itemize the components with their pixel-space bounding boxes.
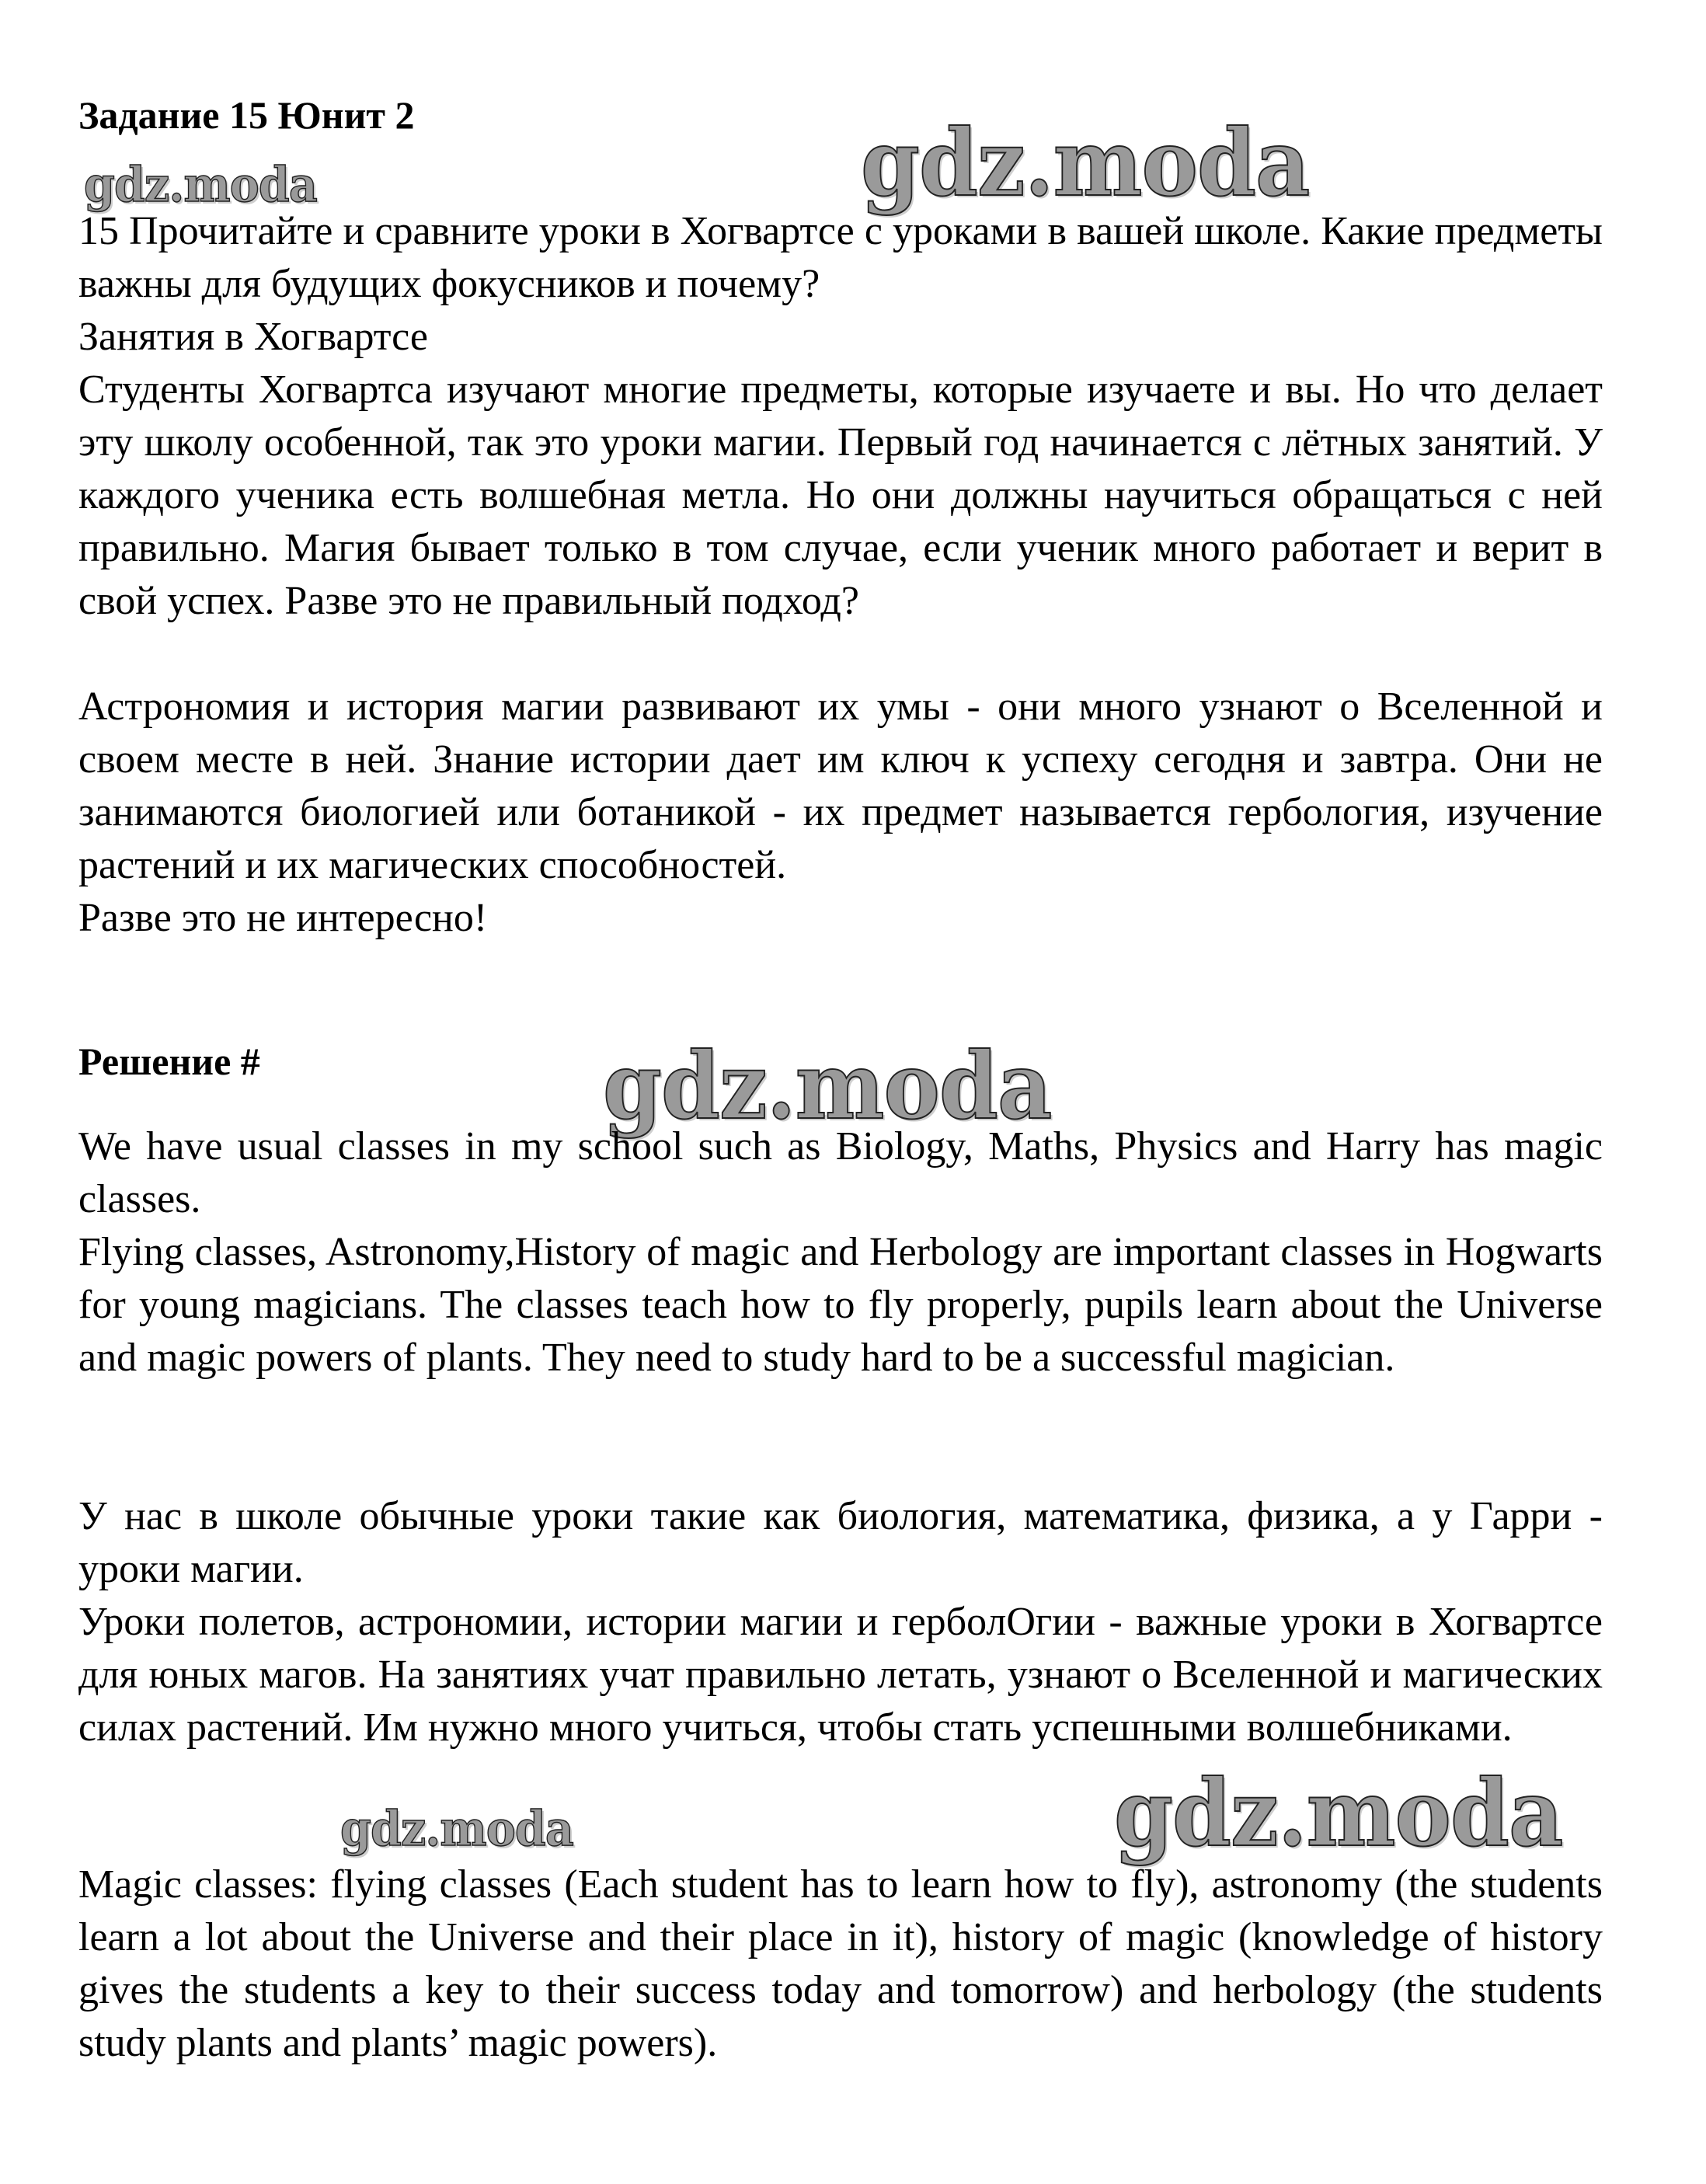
solution-paragraph: Magic classes: flying classes (Each student has to learn how to fly), astronomy (the students learn a lot about the Universe and their place in it), history of magic (knowledge of history gives the students a key to their success today and tomorrow) and herbology (the students study plants and plants’ magic powers). <box>78 1862 1603 2065</box>
text-paragraph: Студенты Хогвартса изучают многие предметы, которые изучаете и вы. Но что делает эту школу особенной, так это уроки магии. Первый год начинается с лётных занятий. У каждого ученика есть волшебная метла. Но они должны научиться обращаться с ней правильно. Магия бывает только в том случае, если ученик много работает и верит в свой успех. Разве это не правильный подход? <box>78 367 1603 623</box>
task-question: 15 Прочитайте и сравните уроки в Хогвартсе с уроками в вашей школе. Какие предметы важны для будущих фокусников и почему? <box>78 209 1603 306</box>
watermark-logo: gdz.moda <box>861 109 1310 217</box>
solution-paragraph: У нас в школе обычные уроки такие как биология, математика, физика, а у Гарри - уроки магии. <box>78 1494 1603 1591</box>
solution-paragraph: We have usual classes in my school such as Biology, Maths, Physics and Harry has magic classes. <box>78 1124 1603 1221</box>
watermark-logo: gdz.moda <box>1114 1759 1563 1867</box>
task-heading: Задание 15 Юнит 2 <box>78 93 415 137</box>
solution-paragraph: Flying classes, Astronomy,History of magic and Herbology are important classes in Hogwarts for young magicians. The classes teach how to fly properly, pupils learn about the Universe and magic powers of plants. They need to study hard to be a successful magician. <box>78 1230 1603 1380</box>
text-title: Занятия в Хогвартсе <box>78 315 428 359</box>
watermark-logo: gdz.moda <box>340 1800 573 1857</box>
text-paragraph: Разве это не интересно! <box>78 896 488 940</box>
solution-heading: Решение # <box>78 1040 260 1083</box>
watermark-logo: gdz.moda <box>603 1032 1052 1140</box>
watermark-logo: gdz.moda <box>84 156 317 213</box>
solution-paragraph: Уроки полетов, астрономии, истории магии и герболOгии - важные уроки в Хогвартсе для юных магов. На занятиях учат правильно летать, узнают о Вселенной и магических силах растений. Им нужно много учиться, чтобы стать успешными волшебниками. <box>78 1600 1603 1750</box>
text-paragraph: Астрономия и история магии развивают их умы - они много узнают о Вселенной и своем месте в ней. Знание истории дает им ключ к успеху сегодня и завтра. Они не занимаются биологией или ботаникой - их предмет называется гербология, изучение растений и их магических способностей. <box>78 684 1603 887</box>
